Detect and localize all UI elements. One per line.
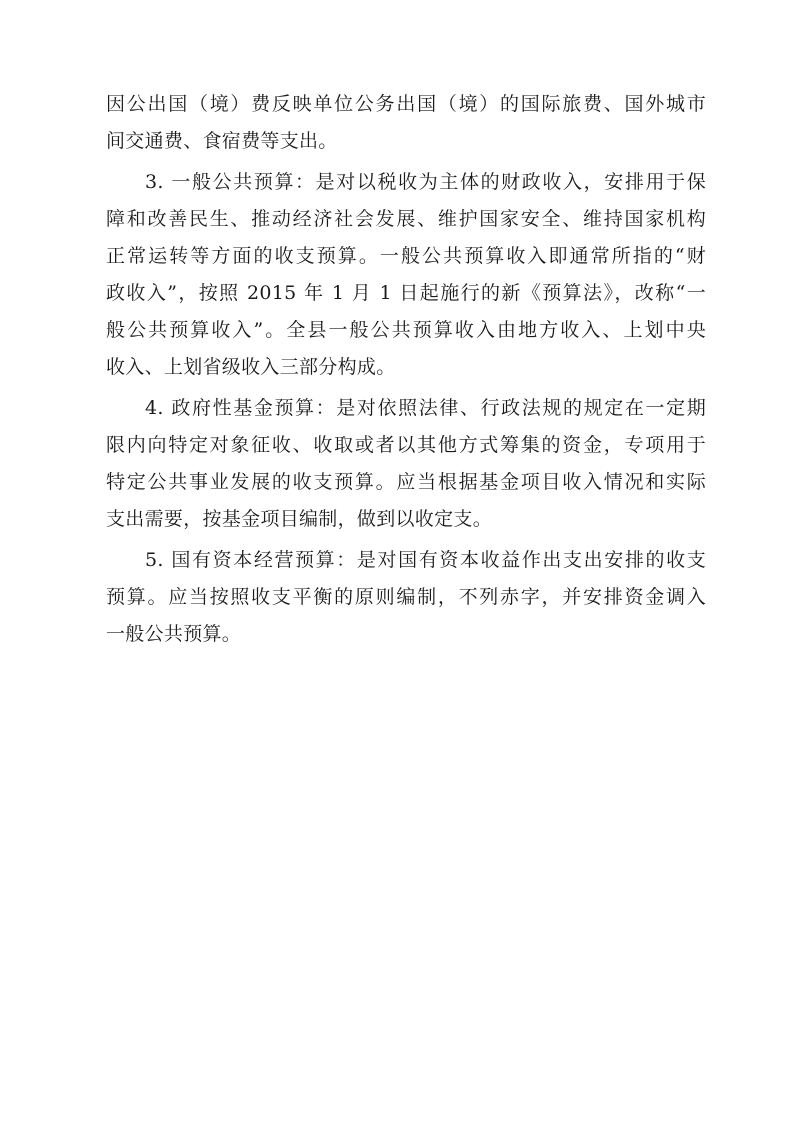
paragraph-state-capital-budget (106, 542, 706, 653)
paragraph-general-public-budget (106, 164, 706, 386)
paragraph-line: 特定公共事业发展的收支预算。应当根据基金项目收入情况和实际 (106, 471, 706, 493)
paragraph-line: 一般公共预算。 (106, 623, 242, 645)
paragraph-line: 支出需要，按基金项目编制，做到以收定支。 (106, 508, 493, 530)
paragraph-line: 限内向特定对象征收、收取或者以其他方式筹集的资金，专项用于 (106, 434, 706, 456)
paragraph-line: 5. 国有资本经营预算：是对国有资本收益作出支出安排的收支 (145, 549, 706, 571)
paragraph-line: 正常运转等方面的收支预算。一般公共预算收入即通常所指的“财 (106, 245, 706, 267)
paragraph-line: 因公出国（境）费反映单位公务出国（境）的国际旅费、国外城市 (106, 93, 706, 115)
paragraph-line: 障和改善民生、推动经济社会发展、维护国家安全、维持国家机构 (106, 208, 706, 230)
paragraph-line: 预算。应当按照收支平衡的原则编制，不列赤字，并安排资金调入 (106, 586, 706, 608)
document-body (106, 86, 706, 657)
paragraph-line: 般公共预算收入”。全县一般公共预算收入由地方收入、上划中央 (106, 319, 706, 341)
paragraph-line: 间交通费、食宿费等支出。 (106, 130, 338, 152)
paragraph-line: 4. 政府性基金预算：是对依照法律、行政法规的规定在一定期 (145, 397, 706, 419)
paragraph-line: 政收入”，按照 2015 年 1 月 1 日起施行的新《预算法》，改称“一 (106, 282, 706, 304)
paragraph-line: 收入、上划省级收入三部分构成。 (106, 356, 396, 378)
paragraph-line: 3. 一般公共预算：是对以税收为主体的财政收入，安排用于保 (145, 171, 706, 193)
paragraph-outbound-travel-expenses (106, 86, 706, 160)
paragraph-government-fund-budget (106, 390, 706, 538)
